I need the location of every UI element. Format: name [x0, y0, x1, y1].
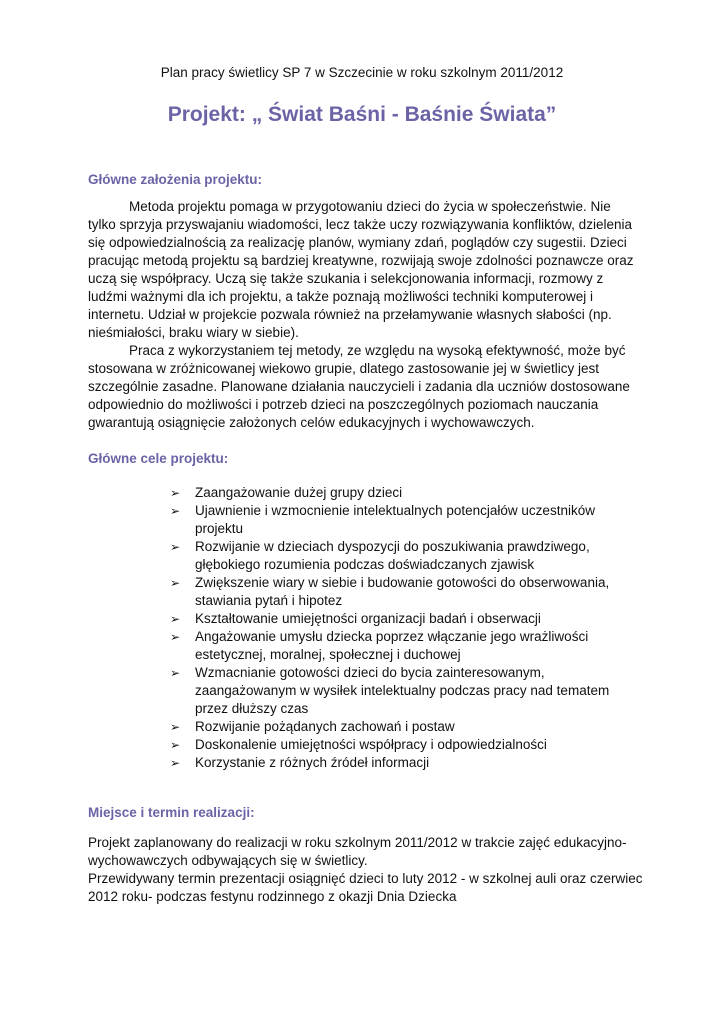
- goal-list-item: [170, 718, 625, 736]
- section-heading-assumptions: Główne założenia projektu:: [88, 172, 263, 187]
- section-heading-goals: Główne cele projektu:: [88, 451, 229, 466]
- arrow-bullet-icon: ➢: [170, 738, 181, 752]
- place-paragraph: Projekt zaplanowany do realizacji w roku szkolnym 2011/2012 w trakcie zajęć edukacyjno-wychowawczych odbywających się w świetlicy.: [88, 835, 627, 868]
- goal-text: Rozwijanie w dzieciach dyspozycji do poszukiwania prawdziwego, głębokiego rozumienia podczas doświadczanych zjawisk: [195, 539, 590, 572]
- goal-text: Rozwijanie pożądanych zachowań i postaw: [195, 719, 455, 734]
- arrow-bullet-icon: ➢: [170, 486, 181, 500]
- assumptions-paragraph-1: [88, 198, 638, 342]
- assumptions-paragraph-1-text: Metoda projektu pomaga w przygotowaniu dzieci do życia w społeczeństwie. Nie tylko sprzyja przyswajaniu wiadomości, lecz także uczy rozwiązywania konfliktów, dzielenia się odpowiedzialnością za realizację planów, wymiany zdań, poglądów czy sugestii. Dzieci pracując metodą projektu są bardziej kreatywne, rozwijają swoje zdolności poznawcze oraz uczą się współpracy. Uczą się także szukania i selekcjonowania informacji, rozmowy z ludźmi ważnymi dla ich projektu, a także poznają możliwości techniki komputerowej i internetu. Udział w projekcie pozwala również na przełamywanie własnych słabości (np. nieśmiałości, braku wiary w siebie).: [88, 199, 634, 340]
- date-paragraph: Przewidywany termin prezentacji osiągnięć dzieci to luty 2012 - w szkolnej auli oraz czerwiec 2012 roku- podczas festynu rodzinnego z okazji Dnia Dziecka: [88, 871, 643, 904]
- goal-text: Zwiększenie wiary w siebie i budowanie gotowości do obserwowania, stawiania pytań i hipotez: [195, 575, 610, 608]
- goal-text: Angażowanie umysłu dziecka poprzez włączanie jego wrażliwości estetycznej, moralnej, społecznej i duchowej: [195, 629, 589, 662]
- goal-list-item: [170, 754, 625, 772]
- arrow-bullet-icon: ➢: [170, 576, 181, 590]
- arrow-bullet-icon: ➢: [170, 756, 181, 770]
- goal-list-item: [170, 484, 625, 502]
- goal-text: Zaangażowanie dużej grupy dzieci: [195, 485, 403, 500]
- goal-list-item: [170, 610, 625, 628]
- goal-text: Kształtowanie umiejętności organizacji badań i obserwacji: [195, 611, 541, 626]
- arrow-bullet-icon: ➢: [170, 666, 181, 680]
- arrow-bullet-icon: ➢: [170, 630, 181, 644]
- assumptions-paragraph-2-text: Praca z wykorzystaniem tej metody, ze względu na wysoką efektywność, może być stosowana w zróżnicowanej wiekowo grupie, dlatego zastosowanie jej w świetlicy jest szczególnie zasadne. Planowane działania nauczycieli i zadania dla uczniów dostosowane odpowiednio do możliwości i potrzeb dzieci na poszczególnych poziomach nauczania gwarantują osiągnięcie założonych celów edukacyjnych i wychowawczych.: [88, 343, 630, 430]
- goal-list-item: [170, 502, 625, 538]
- arrow-bullet-icon: ➢: [170, 504, 181, 518]
- goal-text: Korzystanie z różnych źródeł informacji: [195, 755, 430, 770]
- goal-list-item: [170, 574, 625, 610]
- arrow-bullet-icon: ➢: [170, 540, 181, 554]
- section-heading-place-and-date: Miejsce i termin realizacji:: [88, 805, 255, 820]
- project-title: Projekt: „ Świat Baśni - Baśnie Świata”: [167, 103, 557, 126]
- goal-list-item: [170, 628, 625, 664]
- document-header: Plan pracy świetlicy SP 7 w Szczecinie w roku szkolnym 2011/2012: [160, 65, 564, 80]
- goal-list-item: [170, 538, 625, 574]
- goal-text: Ujawnienie i wzmocnienie intelektualnych potencjałów uczestników projektu: [195, 503, 595, 536]
- goal-text: Wzmacnianie gotowości dzieci do bycia zainteresowanym, zaangażowanym w wysiłek intelektualny podczas pracy nad tematem przez dłuższy czas: [195, 665, 610, 716]
- arrow-bullet-icon: ➢: [170, 612, 181, 626]
- goal-text: Doskonalenie umiejętności współpracy i odpowiedzialności: [195, 737, 547, 752]
- goal-list-item: [170, 664, 625, 718]
- assumptions-paragraph-2: [88, 342, 638, 432]
- goals-list: [170, 484, 625, 772]
- goal-list-item: [170, 736, 625, 754]
- arrow-bullet-icon: ➢: [170, 720, 181, 734]
